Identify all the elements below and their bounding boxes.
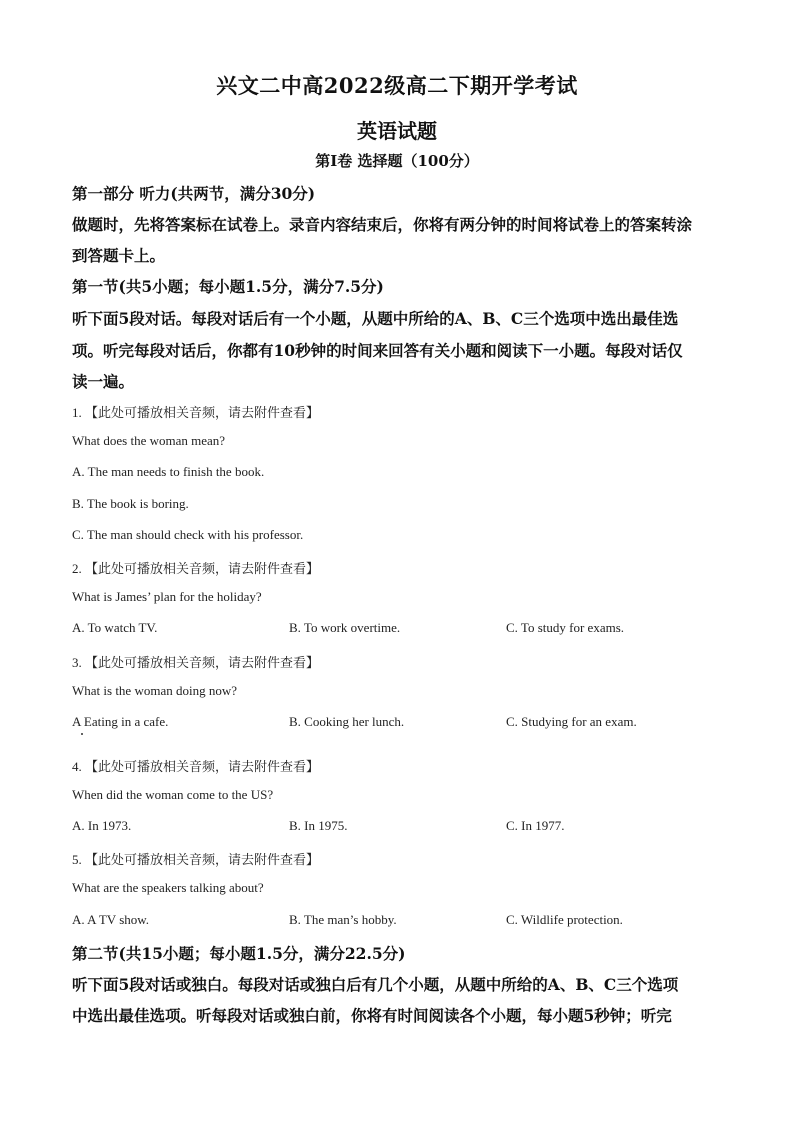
question-1-option-b: B. The book is boring. <box>72 496 189 511</box>
question-1-audio[interactable]: 1. 【此处可播放相关音频，请去附件查看】 <box>72 405 320 420</box>
question-1-prompt: What does the woman mean? <box>72 433 226 448</box>
question-5-audio[interactable]: 5. 【此处可播放相关音频，请去附件查看】 <box>72 852 320 867</box>
question-3-audio[interactable]: 3. 【此处可播放相关音频，请去附件查看】 <box>72 655 320 670</box>
part1-heading: 第一部分 听力(共两节，满分30分) <box>72 184 316 203</box>
volume-heading: 第I卷 选择题（100分） <box>315 152 479 170</box>
section1-instruction-line: 听下面5段对话。每段对话后有一个小题，从题中所给的A、B、C三个选项中选出最佳选 <box>72 309 679 328</box>
part1-instruction-line: 到答题卡上。 <box>72 246 166 265</box>
question-5-option-a: A. A TV show. <box>72 912 150 927</box>
section2-instruction-line: 中选出最佳选项。听每段对话或独白前，你将有时间阅读各个小题，每小题5秒钟；听完 <box>72 1006 672 1025</box>
question-2-option-a: A. To watch TV. <box>72 620 158 635</box>
question-3-option-b: B. Cooking her lunch. <box>289 714 405 729</box>
question-4-option-a: A. In 1973. <box>72 818 132 833</box>
section1-heading: 第一节(共5小题；每小题1.5分，满分7.5分) <box>72 277 384 296</box>
question-4-option-b: B. In 1975. <box>289 818 348 833</box>
section2-heading: 第二节(共15小题；每小题1.5分，满分22.5分) <box>72 944 406 963</box>
question-1-option-a: A. The man needs to finish the book. <box>72 464 265 479</box>
question-3-option-a: A Eating in a cafe. <box>72 714 169 729</box>
question-4-audio[interactable]: 4. 【此处可播放相关音频，请去附件查看】 <box>72 759 320 774</box>
section2-instruction-line: 听下面5段对话或独白。每段对话或独白后有几个小题，从题中所给的A、B、C三个选项 <box>72 975 679 994</box>
question-5-option-b: B. The man’s hobby. <box>289 912 397 927</box>
question-2-prompt: What is James’ plan for the holiday? <box>72 589 262 604</box>
exam-subject: 英语试题 <box>357 119 437 143</box>
question-4-prompt: When did the woman come to the US? <box>72 787 274 802</box>
section1-instruction-line: 读一遍。 <box>72 372 135 391</box>
question-3-prompt: What is the woman doing now? <box>72 683 237 698</box>
question-5-prompt: What are the speakers talking about? <box>72 880 264 895</box>
question-4-option-c: C. In 1977. <box>506 818 565 833</box>
part1-instruction-line: 做题时，先将答案标在试卷上。录音内容结束后，你将有两分钟的时间将试卷上的答案转涂 <box>72 215 693 234</box>
question-1-option-c: C. The man should check with his professor. <box>72 527 304 542</box>
stray-dot-mark <box>81 733 83 735</box>
section1-instruction-line: 项。听完每段对话后，你都有10秒钟的时间来回答有关小题和阅读下一小题。每段对话仅 <box>72 341 683 360</box>
question-2-option-c: C. To study for exams. <box>506 620 625 635</box>
exam-title: 兴文二中高2022级高二下期开学考试 <box>216 73 578 98</box>
question-2-option-b: B. To work overtime. <box>289 620 401 635</box>
question-2-audio[interactable]: 2. 【此处可播放相关音频，请去附件查看】 <box>72 561 320 576</box>
question-3-option-c: C. Studying for an exam. <box>506 714 637 729</box>
question-5-option-c: C. Wildlife protection. <box>506 912 623 927</box>
